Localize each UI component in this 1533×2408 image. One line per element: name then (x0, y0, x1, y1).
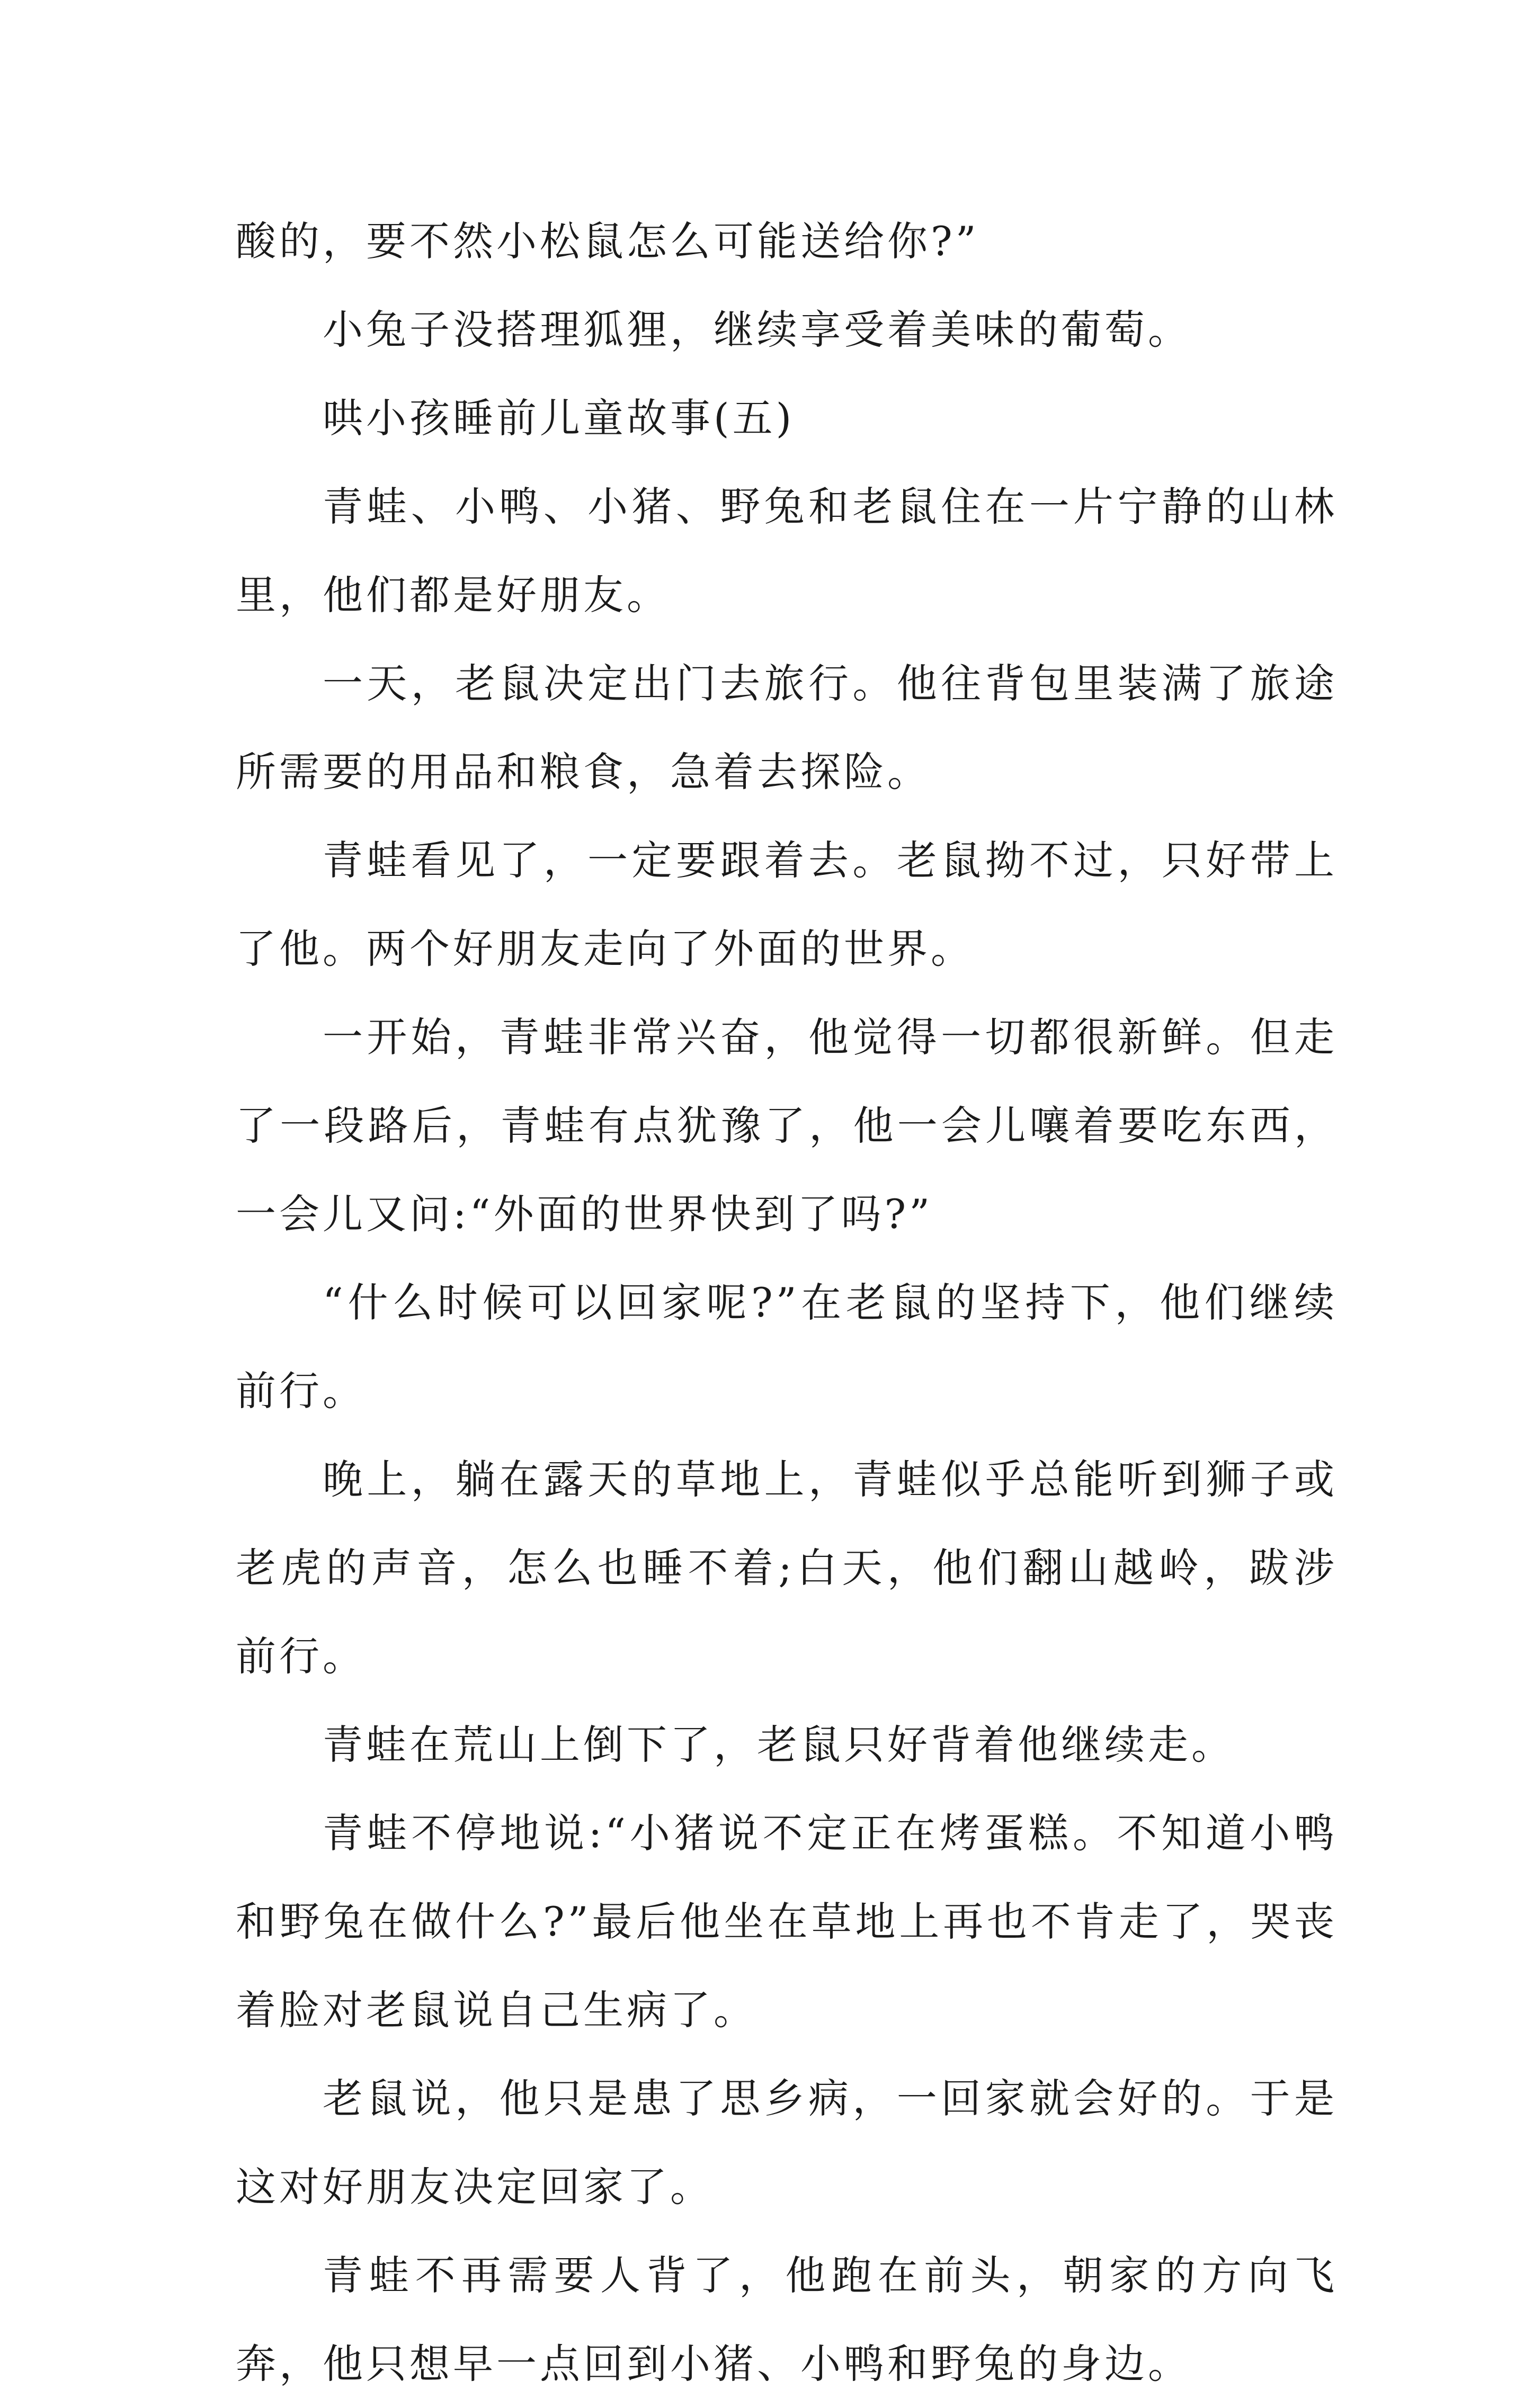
paragraph: 晚上，躺在露天的草地上，青蛙似乎总能听到狮子或老虎的声音，怎么也睡不着;白天，他们翻山越岭，跋涉前行。 (236, 1456, 1338, 1680)
story-heading: 哄小孩睡前儿童故事(五) (323, 395, 795, 442)
paragraph: 青蛙看见了，一定要跟着去。老鼠拗不过，只好带上了他。两个好朋友走向了外面的世界。 (236, 837, 1338, 972)
paragraph: 青蛙不停地说:“小猪说不定正在烤蛋糕。不知道小鸭和野兔在做什么?”最后他坐在草地上再也不肯走了，哭丧着脸对老鼠说自己生病了。 (236, 1810, 1338, 2034)
paragraph: 一天，老鼠决定出门去旅行。他往背包里装满了旅途所需要的用品和粮食，急着去探险。 (236, 660, 1338, 795)
paragraph: 老鼠说，他只是患了思乡病，一回家就会好的。于是这对好朋友决定回家了。 (236, 2075, 1338, 2210)
paragraph: 青蛙、小鸭、小猪、野兔和老鼠住在一片宁静的山林里，他们都是好朋友。 (236, 483, 1338, 619)
paragraph: 青蛙在荒山上倒下了，老鼠只好背着他继续走。 (323, 1721, 1235, 1768)
paragraph: 一开始，青蛙非常兴奋，他觉得一切都很新鲜。但走了一段路后，青蛙有点犹豫了，他一会儿嚷着要吃东西，一会儿又问:“外面的世界快到了吗?” (236, 1014, 1338, 1238)
story-text (236, 197, 1338, 2408)
paragraph: 小兔子没搭理狐狸，继续享受着美味的葡萄。 (323, 306, 1191, 353)
paragraph: “什么时候可以回家呢?”在老鼠的坚持下，他们继续前行。 (236, 1279, 1338, 1415)
paragraph: 酸的，要不然小松鼠怎么可能送给你?” (236, 218, 979, 265)
paragraph: 青蛙不再需要人背了，他跑在前头，朝家的方向飞奔，他只想早一点回到小猪、小鸭和野兔的身边。 (236, 2252, 1338, 2387)
